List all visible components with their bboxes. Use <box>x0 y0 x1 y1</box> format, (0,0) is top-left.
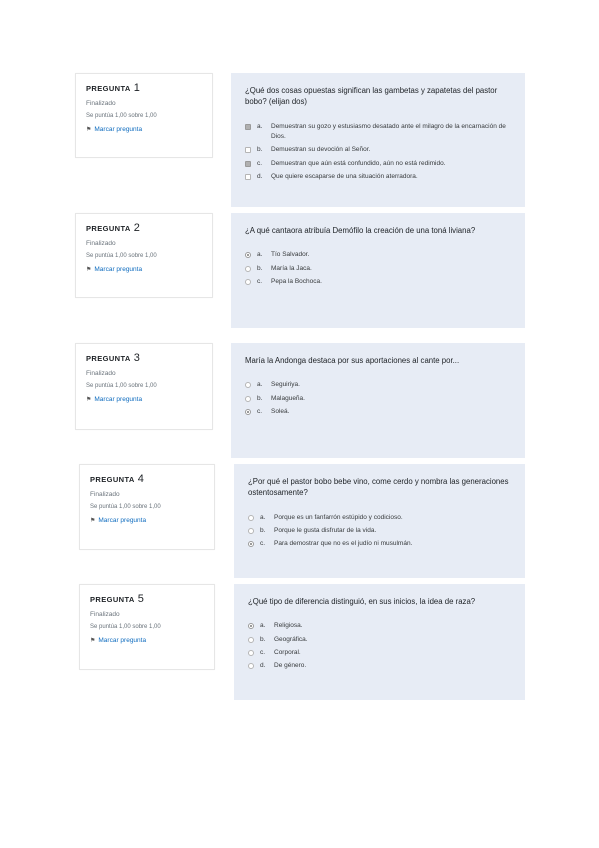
radio[interactable] <box>245 396 251 402</box>
answer-option[interactable]: a. Seguiriya. <box>245 380 511 390</box>
radio[interactable] <box>248 663 254 669</box>
radio-selected[interactable] <box>245 252 251 258</box>
answer-list <box>248 513 511 550</box>
radio-selected[interactable] <box>248 541 254 547</box>
answer-option[interactable]: a. Religiosa. <box>248 621 511 631</box>
flag-icon: ⚑ <box>86 127 92 133</box>
question-number: PREGUNTA 3 <box>86 352 141 364</box>
flag-icon: ⚑ <box>90 518 96 524</box>
answer-option[interactable]: b. Malagueña. <box>245 394 511 404</box>
answer-option[interactable]: a. Tío Salvador. <box>245 250 511 260</box>
question-text: ¿Qué tipo de diferencia distinguió, en sus inicios, la idea de raza? <box>248 597 476 606</box>
answer-option[interactable]: a. Porque es un fanfarrón estúpido y codicioso. <box>248 513 511 523</box>
radio[interactable] <box>245 266 251 272</box>
flag-question-link[interactable]: ⚑ Marcar pregunta <box>90 517 147 524</box>
question-number: PREGUNTA 4 <box>90 473 145 485</box>
answer-option[interactable]: b. Demuestran su devoción al Señor. <box>245 145 511 155</box>
question-2-info <box>75 213 213 298</box>
question-1-content <box>231 73 525 207</box>
flag-icon: ⚑ <box>90 638 96 644</box>
checkbox[interactable] <box>245 174 251 180</box>
question-text: María la Andonga destaca por sus aportaciones al cante por... <box>245 356 460 365</box>
answer-list <box>248 621 511 672</box>
checkbox-checked[interactable] <box>245 161 251 167</box>
answer-option[interactable]: b. Porque le gusta disfrutar de la vida. <box>248 526 511 536</box>
question-state: Finalizado <box>90 491 120 498</box>
question-grade: Se puntúa 1,00 sobre 1,00 <box>86 383 157 389</box>
flag-question-link[interactable]: ⚑ Marcar pregunta <box>86 126 143 133</box>
question-grade: Se puntúa 1,00 sobre 1,00 <box>86 253 157 259</box>
radio[interactable] <box>248 637 254 643</box>
flag-icon: ⚑ <box>86 267 92 273</box>
answer-option[interactable]: d. De género. <box>248 661 511 671</box>
answer-option[interactable]: c. Corporal. <box>248 648 511 658</box>
question-state: Finalizado <box>90 611 120 618</box>
answer-option[interactable]: c. Soleá. <box>245 407 511 417</box>
radio[interactable] <box>245 279 251 285</box>
answer-option[interactable]: a. Demuestran su gozo y estusiasmo desatado ante el milagro de la encarnación de Dios. <box>245 122 511 143</box>
answer-list <box>245 380 511 417</box>
radio[interactable] <box>248 515 254 521</box>
question-text: ¿A qué cantaora atribuía Demófilo la creación de una toná liviana? <box>245 226 476 235</box>
question-text: ¿Qué dos cosas opuestas significan las gambetas y zapatetas del pastor bobo? (elijan dos) <box>245 86 498 107</box>
flag-question-link[interactable]: ⚑ Marcar pregunta <box>90 637 147 644</box>
question-grade: Se puntúa 1,00 sobre 1,00 <box>86 113 157 119</box>
answer-list <box>245 250 511 287</box>
question-grade: Se puntúa 1,00 sobre 1,00 <box>90 504 161 510</box>
flag-icon: ⚑ <box>86 397 92 403</box>
answer-option[interactable]: c. Demuestran que aún está confundido, aún no está redimido. <box>245 159 511 169</box>
answer-option[interactable]: d. Que quiere escaparse de una situación aterradora. <box>245 172 511 182</box>
answer-option[interactable]: c. Para demostrar que no es el judío ni musulmán. <box>248 539 511 549</box>
question-1-info <box>75 73 213 158</box>
question-4-content <box>234 464 525 578</box>
question-3-content <box>231 343 525 458</box>
radio[interactable] <box>245 382 251 388</box>
radio-selected[interactable] <box>245 409 251 415</box>
question-2-content <box>231 213 525 328</box>
question-number: PREGUNTA 1 <box>86 82 141 94</box>
radio[interactable] <box>248 528 254 534</box>
radio[interactable] <box>248 650 254 656</box>
question-5-content <box>234 584 525 700</box>
question-4-info <box>79 464 215 550</box>
question-3-info <box>75 343 213 430</box>
answer-option[interactable]: b. María la Jaca. <box>245 264 511 274</box>
answer-option[interactable]: b. Geográfica. <box>248 635 511 645</box>
question-state: Finalizado <box>86 370 116 377</box>
question-5-info <box>79 584 215 670</box>
question-grade: Se puntúa 1,00 sobre 1,00 <box>90 624 161 630</box>
flag-question-link[interactable]: ⚑ Marcar pregunta <box>86 396 143 403</box>
question-number: PREGUNTA 5 <box>90 593 145 605</box>
question-state: Finalizado <box>86 100 116 107</box>
flag-question-link[interactable]: ⚑ Marcar pregunta <box>86 266 143 273</box>
radio-selected[interactable] <box>248 623 254 629</box>
question-number: PREGUNTA 2 <box>86 222 141 234</box>
checkbox[interactable] <box>245 147 251 153</box>
answer-list <box>245 122 511 183</box>
checkbox-checked[interactable] <box>245 124 251 130</box>
answer-option[interactable]: c. Pepa la Bochoca. <box>245 277 511 287</box>
question-state: Finalizado <box>86 240 116 247</box>
question-text: ¿Por qué el pastor bobo bebe vino, come cerdo y nombra las generaciones ostentosamente? <box>248 477 509 498</box>
